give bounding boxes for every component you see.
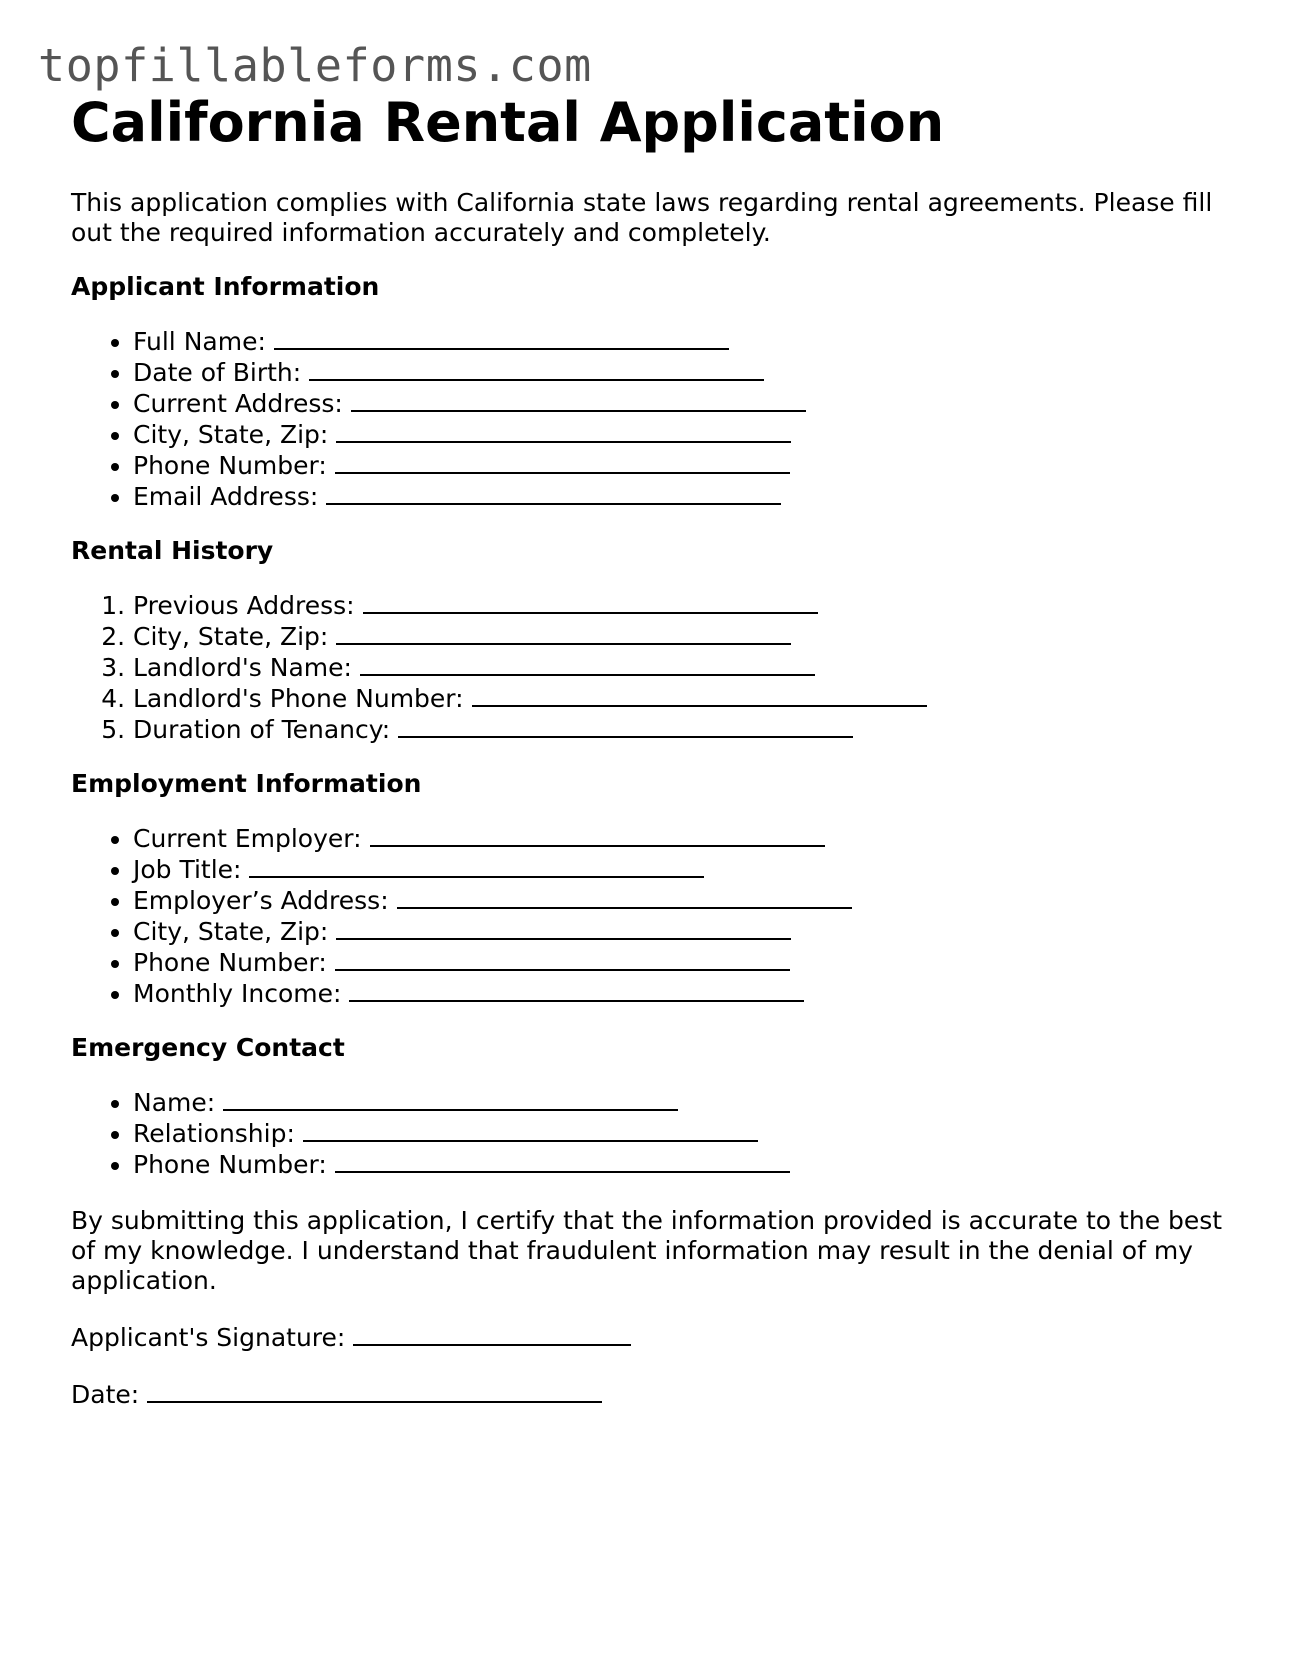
field-label: City, State, Zip: <box>133 420 329 449</box>
form-document <box>71 86 1241 1410</box>
list-item <box>133 854 1241 885</box>
list-item <box>133 978 1241 1009</box>
field-label: Monthly Income: <box>133 979 342 1008</box>
list-item <box>133 590 1241 621</box>
monthly-income-field[interactable] <box>349 978 804 1002</box>
email-address-field[interactable] <box>326 481 781 505</box>
signature-label: Applicant's Signature: <box>71 1323 346 1352</box>
field-label: Phone Number: <box>133 1150 327 1179</box>
employer-address-field[interactable] <box>397 885 852 909</box>
current-address-field[interactable] <box>351 388 806 412</box>
employer-phone-field[interactable] <box>335 947 790 971</box>
list-item <box>133 481 1241 512</box>
list-item <box>133 947 1241 978</box>
previous-city-state-zip-field[interactable] <box>336 621 791 645</box>
duration-of-tenancy-field[interactable] <box>398 714 853 738</box>
employment-fields-list <box>71 823 1241 1009</box>
list-item <box>133 450 1241 481</box>
phone-number-field[interactable] <box>335 450 790 474</box>
list-item <box>133 823 1241 854</box>
list-item <box>133 1149 1241 1180</box>
date-label: Date: <box>71 1380 140 1409</box>
list-item <box>133 683 1241 714</box>
field-label: Job Title: <box>133 855 242 884</box>
list-item <box>133 388 1241 419</box>
date-of-birth-field[interactable] <box>309 357 764 381</box>
signature-line <box>71 1322 1241 1353</box>
applicant-fields-list <box>71 326 1241 512</box>
field-label: Phone Number: <box>133 948 327 977</box>
certification-text: By submitting this application, I certify that the information provided is accurate to the best of my knowledge. I understand that fraudulent information may result in the denial of my application. <box>71 1206 1223 1295</box>
landlord-phone-field[interactable] <box>472 683 927 707</box>
watermark: topfillableforms.com <box>38 39 592 92</box>
field-label: Current Address: <box>133 389 343 418</box>
field-label: City, State, Zip: <box>133 622 329 651</box>
field-label: Employer’s Address: <box>133 886 389 915</box>
signature-field[interactable] <box>353 1322 631 1346</box>
page-title: California Rental Application <box>71 91 945 154</box>
field-label: Date of Birth: <box>133 358 302 387</box>
full-name-field[interactable] <box>274 326 729 350</box>
field-label: Landlord's Name: <box>133 653 352 682</box>
employer-city-state-zip-field[interactable] <box>336 916 791 940</box>
relationship-field[interactable] <box>303 1118 758 1142</box>
field-label: City, State, Zip: <box>133 917 329 946</box>
field-label: Duration of Tenancy: <box>133 715 391 744</box>
date-line <box>71 1379 1241 1410</box>
field-label: Email Address: <box>133 482 319 511</box>
emergency-contact-section-heading: Emergency Contact <box>71 1033 345 1062</box>
field-label: Landlord's Phone Number: <box>133 684 464 713</box>
list-item <box>133 714 1241 745</box>
list-item <box>133 652 1241 683</box>
job-title-field[interactable] <box>249 854 704 878</box>
list-item <box>133 419 1241 450</box>
date-field[interactable] <box>147 1379 602 1403</box>
previous-address-field[interactable] <box>363 590 818 614</box>
list-item <box>133 1118 1241 1149</box>
field-label: Phone Number: <box>133 451 327 480</box>
field-label: Full Name: <box>133 327 266 356</box>
landlord-name-field[interactable] <box>360 652 815 676</box>
rental-history-section-heading: Rental History <box>71 536 274 565</box>
list-item <box>133 1087 1241 1118</box>
field-label: Current Employer: <box>133 824 362 853</box>
rental-history-fields-list <box>71 590 1241 745</box>
field-label: Previous Address: <box>133 591 355 620</box>
emergency-phone-field[interactable] <box>335 1149 790 1173</box>
emergency-name-field[interactable] <box>223 1087 678 1111</box>
list-item <box>133 357 1241 388</box>
list-item <box>133 916 1241 947</box>
city-state-zip-field[interactable] <box>336 419 791 443</box>
emergency-fields-list <box>71 1087 1241 1180</box>
employment-section-heading: Employment Information <box>71 769 422 798</box>
current-employer-field[interactable] <box>370 823 825 847</box>
list-item <box>133 326 1241 357</box>
applicant-section-heading: Applicant Information <box>71 272 380 301</box>
intro-text: This application complies with California state laws regarding rental agreements. Please fill out the required information accurately and completely. <box>71 188 1213 247</box>
field-label: Name: <box>133 1088 216 1117</box>
field-label: Relationship: <box>133 1119 295 1148</box>
list-item <box>133 621 1241 652</box>
list-item <box>133 885 1241 916</box>
